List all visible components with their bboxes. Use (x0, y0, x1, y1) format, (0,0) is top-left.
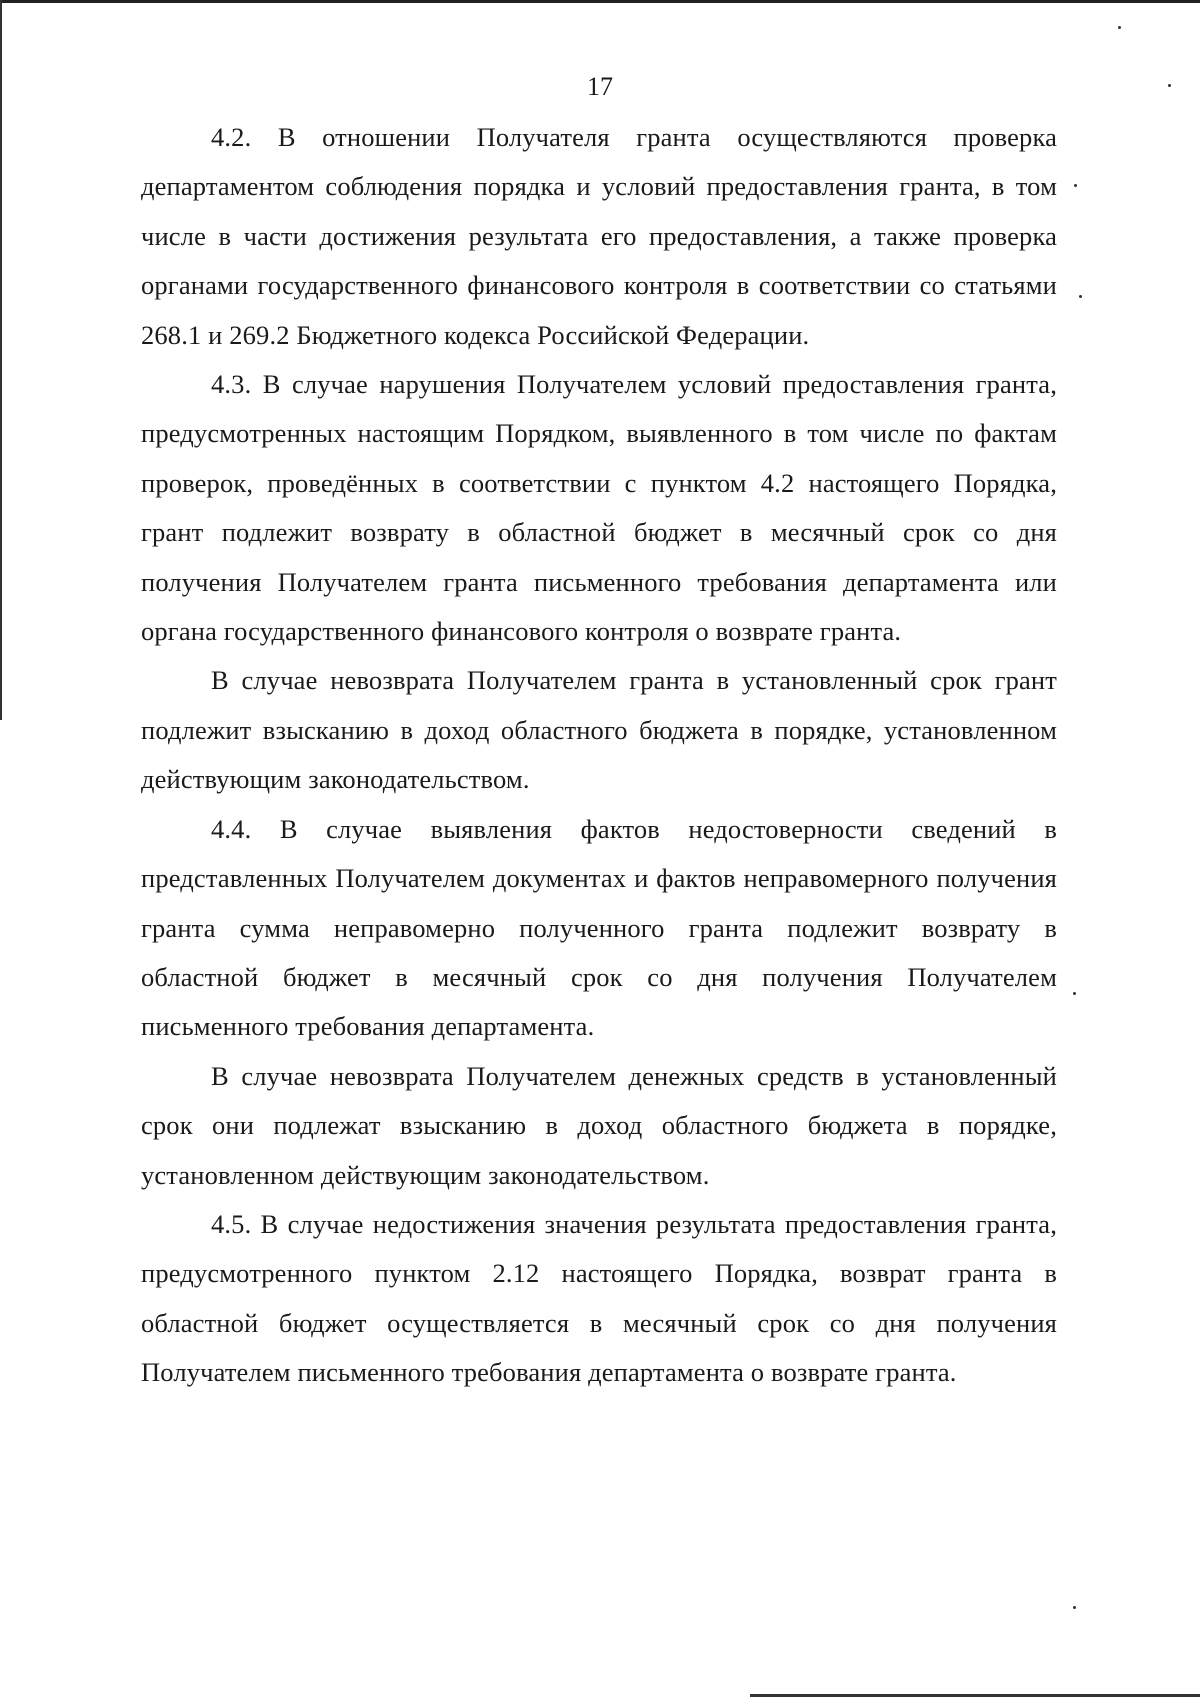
paragraph-4-5: 4.5. В случае недостижения значения результата предоставления гранта, предусмотренного пунктом 2.12 настоящего Порядка, возврат гранта в областной бюджет осуществляется в месячный срок со дня получения Получателем письменного требования департамента о возврате гранта. (141, 1208, 1057, 1388)
paragraph-4-3: 4.3. В случае нарушения Получателем условий предоставления гранта, предусмотренных настоящим Порядком, выявленного в том числе по фактам проверок, проведённых в соответствии с пунктом 4.2 настоящего Порядка, грант подлежит возврату в областной бюджет в месячный срок со дня получения Получателем гранта письменного требования департамента или органа государственного финансового контроля о возврате гранта. (141, 369, 1057, 647)
scan-speck (1073, 1606, 1076, 1609)
document-body (141, 113, 1057, 1398)
paragraph-4-4: 4.4. В случае выявления фактов недостоверности сведений в представленных Получателем документах и фактов неправомерного получения гранта сумма неправомерно полученного гранта подлежит возврату в областной бюджет в месячный срок со дня получения Получателем письменного требования департамента. (141, 813, 1057, 1042)
scan-edge-top (0, 0, 1200, 3)
scan-speck (1079, 295, 1082, 298)
paragraph-4-3-continuation: В случае невозврата Получателем гранта в установленный срок грант подлежит взысканию в доход областного бюджета в порядке, установленном действующим законодательством. (141, 665, 1057, 795)
page-number: 17 (587, 72, 613, 101)
scan-speck (1118, 26, 1121, 29)
paragraph-4-2: 4.2. В отношении Получателя гранта осуществляются проверка департаментом соблюдения порядка и условий предоставления гранта, в том числе в части достижения результата его предоставления, а также проверка органами государственного финансового контроля в соответствии со статьями 268.1 и 269.2 Бюджетного кодекса Российской Федерации. (141, 122, 1057, 350)
paragraph-4-4-continuation: В случае невозврата Получателем денежных средств в установленный срок они подлежат взысканию в доход областного бюджета в порядке, установленном действующим законодательством. (141, 1060, 1057, 1190)
scan-speck (1074, 184, 1077, 187)
scan-speck (1073, 992, 1076, 995)
scan-edge-left (0, 0, 2, 720)
